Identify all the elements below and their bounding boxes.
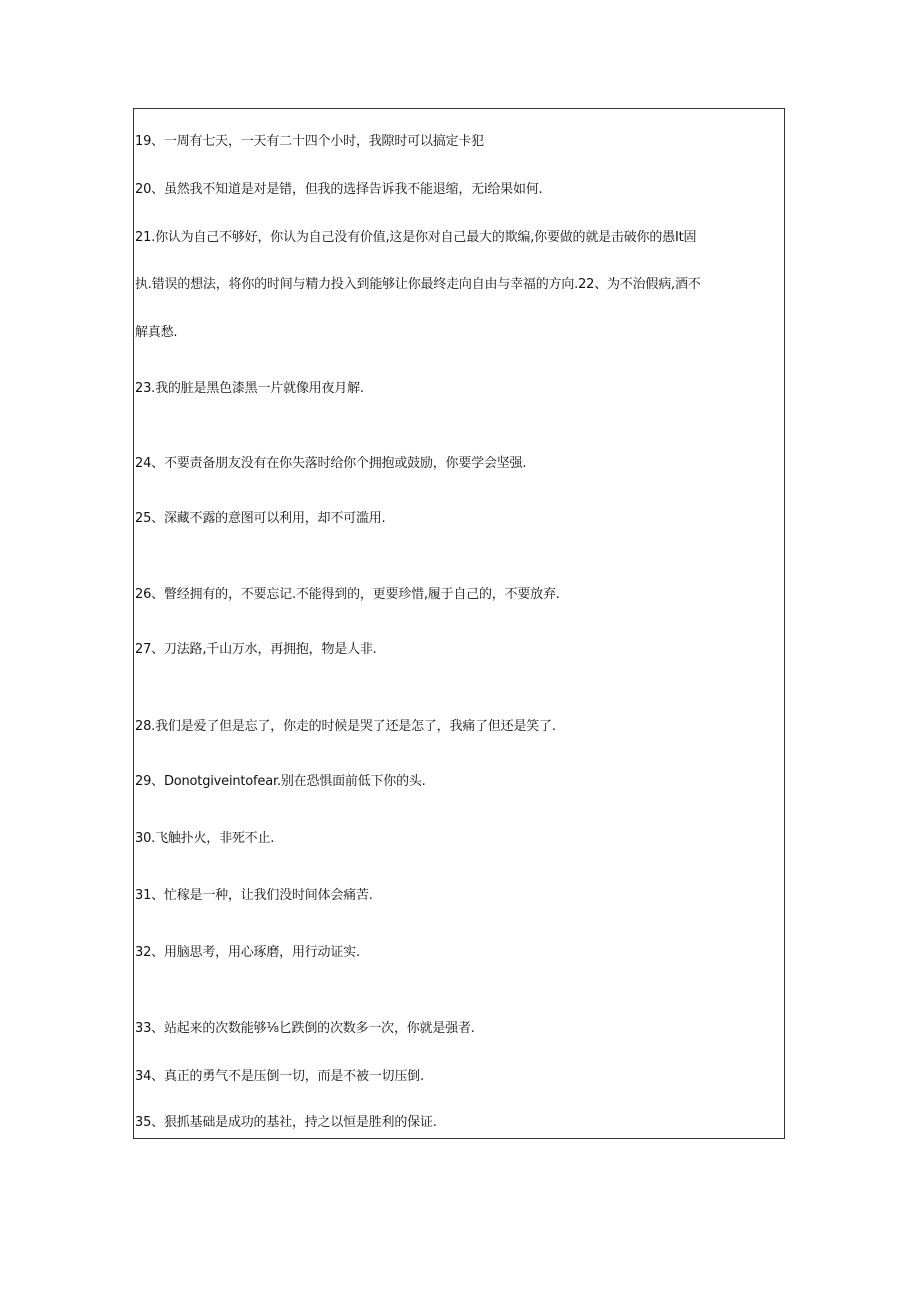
text-line-24: 24、不要责备朋友没有在你失落时给你个拥抱或鼓励，你要学会坚强. xyxy=(135,456,527,471)
text-line-22-continued: 解真愁. xyxy=(135,325,178,340)
text-line-26: 26、瞥经拥有的，不要忘记.不能得到的，更要珍惜,履于自己的，不要放弃. xyxy=(135,587,560,602)
text-line-19: 19、一周有七天，一天有二十四个小时，我隙时可以搞定卡犯 xyxy=(135,134,484,149)
text-line-28: 28.我们是爱了但是忘了，你走的时候是哭了还是怎了，我痛了但还是笑了. xyxy=(135,719,556,734)
text-line-21-continued: 执.错误的想法，将你的时间与精力投入到能够让你最终走向自由与幸福的方向.22、为不治假病,酒不 xyxy=(135,277,701,292)
text-line-31: 31、忙稼是一种，让我们没时间体会痛苦. xyxy=(135,888,373,903)
text-line-33: 33、站起来的次数能够⅛匕跌倒的次数多一次，你就是强者. xyxy=(135,1021,475,1036)
text-line-27: 27、刀法路,千山万水，再拥抱，物是人非. xyxy=(135,642,377,657)
text-line-35: 35、狠抓基础是成功的基社，持之以恒是胜利的保证. xyxy=(135,1115,437,1130)
text-line-25: 25、深藏不露的意图可以利用，却不可滥用. xyxy=(135,511,386,526)
document-frame xyxy=(133,108,785,1139)
text-line-20: 20、虽然我不知道是对是错，但我的选择告诉我不能退缩，无i给果如何. xyxy=(135,182,543,197)
text-line-30: 30.飞触扑火，非死不止. xyxy=(135,831,275,846)
text-line-23: 23.我的脏是黑色漆黑一片就像用夜月解. xyxy=(135,381,364,396)
text-line-34: 34、真正的勇气不是压倒一切，而是不被一切压倒. xyxy=(135,1069,424,1084)
text-line-21: 21.你认为自己不够好，你认为自己没有价值,这是你对自己最大的欺编,你要做的就是击破你的愚It固 xyxy=(135,230,697,245)
text-line-29: 29、Donotgiveintofear.别在恐惧面前低下你的头. xyxy=(135,774,426,789)
text-line-32: 32、用脑思考，用心琢磨，用行动证实. xyxy=(135,945,360,960)
